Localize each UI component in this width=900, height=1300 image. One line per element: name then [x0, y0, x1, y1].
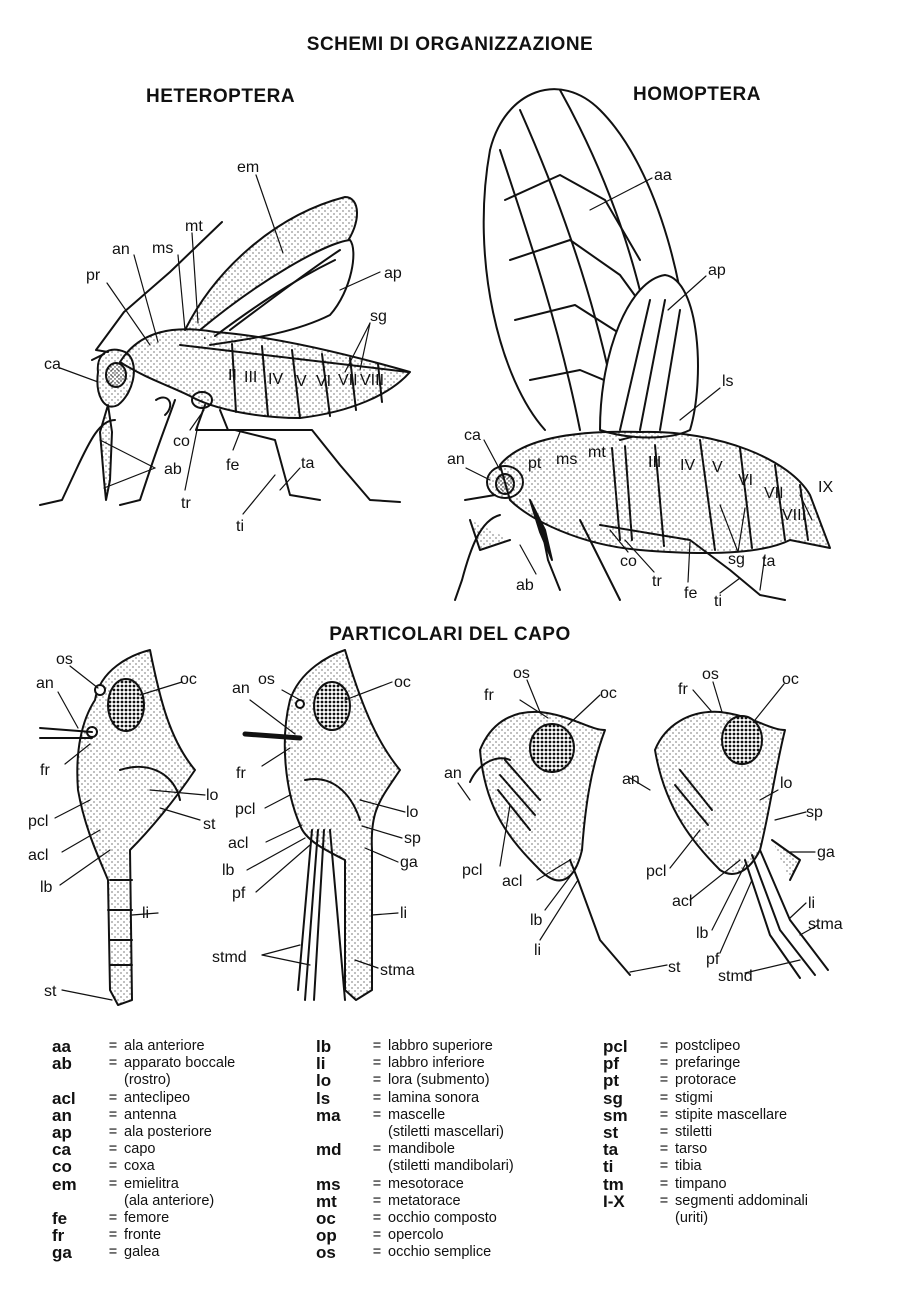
label-lo: lo — [206, 787, 219, 804]
legend-equals: = — [108, 1106, 118, 1123]
legend-definition: labbro inferiore — [388, 1055, 485, 1072]
legend-definition: ala anteriore — [124, 1038, 205, 1054]
legend-abbreviation: os — [316, 1243, 336, 1263]
legend-definition: antenna — [124, 1106, 177, 1123]
legend-entry-row — [52, 1141, 235, 1158]
label-pcl: pcl — [462, 862, 483, 879]
label-ta: ta — [762, 553, 776, 570]
legend-abbreviation: I-X — [603, 1191, 625, 1211]
legend-abbreviation: tm — [603, 1174, 624, 1194]
label-seg-VI: VI — [738, 472, 754, 489]
legend-definition-continued: (stiletti mandibolari) — [388, 1158, 514, 1175]
legend-equals: = — [659, 1192, 669, 1209]
heteroptera-drawing — [40, 197, 410, 505]
legend-abbreviation: an — [52, 1105, 72, 1125]
legend-entry — [603, 1158, 808, 1175]
label-st-tip: st — [44, 983, 57, 1000]
label-an: an — [622, 771, 640, 788]
legend-entry — [316, 1038, 514, 1055]
legend-abbreviation: pt — [603, 1071, 620, 1091]
legend-entry — [603, 1176, 808, 1193]
label-aa: aa — [654, 167, 672, 184]
legend-definition: postclipeo — [675, 1038, 741, 1054]
legend-equals: = — [659, 1055, 669, 1072]
label-ga: ga — [400, 854, 418, 871]
legend-equals: = — [659, 1038, 669, 1054]
label-stma: stma — [380, 962, 415, 979]
label-stmd: stmd — [212, 949, 247, 966]
label-stmd: stmd — [718, 968, 753, 985]
label-co: co — [173, 433, 190, 450]
head-details-title: PARTICOLARI DEL CAPO — [329, 624, 571, 645]
label-em: em — [237, 159, 260, 176]
label-ap: ap — [708, 262, 726, 279]
label-oc: oc — [180, 671, 197, 688]
legend-equals: = — [372, 1055, 382, 1072]
legend-entry-row — [603, 1107, 808, 1124]
legend-entry — [316, 1141, 514, 1175]
label-fe: fe — [226, 457, 240, 474]
legend-entry — [52, 1227, 235, 1244]
legend-entry-row — [316, 1072, 514, 1089]
label-os: os — [258, 671, 275, 688]
label-tr: tr — [181, 495, 191, 512]
label-an: an — [112, 241, 130, 258]
label-st: st — [203, 816, 216, 833]
legend-abbreviation: ms — [316, 1174, 341, 1194]
legend-entry — [603, 1193, 808, 1227]
legend-entry — [52, 1124, 235, 1141]
legend-entry — [52, 1244, 235, 1261]
label-fr: fr — [484, 687, 494, 704]
legend-abbreviation: acl — [52, 1088, 76, 1108]
legend-definition: ala posteriore — [124, 1124, 212, 1141]
legend-abbreviation: fr — [52, 1226, 65, 1246]
legend-entry-row — [316, 1090, 514, 1107]
label-oc: oc — [394, 674, 411, 691]
legend-definition: apparato boccale — [124, 1055, 236, 1072]
label-stma: stma — [808, 916, 843, 933]
head-2-drawing — [245, 650, 400, 1000]
legend-equals: = — [372, 1106, 382, 1123]
label-fr: fr — [40, 762, 50, 779]
legend-abbreviation: lo — [316, 1071, 332, 1091]
legend-abbreviation: mt — [316, 1191, 337, 1211]
label-ca: ca — [464, 427, 481, 444]
legend-entry — [52, 1158, 235, 1175]
label-sp: sp — [806, 804, 823, 821]
legend-definition: mascelle — [388, 1106, 446, 1123]
legend-entry — [52, 1210, 235, 1227]
legend-definition: emielitra — [124, 1175, 179, 1192]
legend-equals: = — [372, 1192, 382, 1209]
label-pcl: pcl — [646, 863, 667, 880]
homoptera-title: HOMOPTERA — [633, 84, 761, 105]
legend-column-3 — [603, 1038, 808, 1227]
label-os: os — [513, 665, 530, 682]
legend-entry — [316, 1090, 514, 1107]
label-pr: pr — [86, 267, 101, 284]
legend-definition: mandibole — [388, 1141, 455, 1158]
label-seg-V: V — [712, 459, 723, 476]
label-seg-III: III — [244, 369, 258, 386]
legend-entry — [316, 1176, 514, 1193]
legend-definition: segmenti addominali — [675, 1192, 808, 1209]
legend-equals: = — [372, 1141, 382, 1158]
label-mt: mt — [185, 218, 203, 235]
legend-equals: = — [659, 1141, 669, 1158]
legend-abbreviation: pf — [603, 1054, 620, 1074]
label-ab: ab — [164, 461, 182, 478]
label-os: os — [56, 651, 73, 668]
legend-entry — [316, 1072, 514, 1089]
label-pf: pf — [232, 885, 246, 902]
legend-abbreviation: aa — [52, 1037, 71, 1056]
legend-equals: = — [108, 1175, 118, 1192]
legend-entry — [603, 1141, 808, 1158]
label-pt: pt — [528, 455, 542, 472]
label-ab: ab — [516, 577, 534, 594]
label-an: an — [447, 451, 465, 468]
legend-equals: = — [108, 1227, 118, 1244]
legend-abbreviation: lb — [316, 1037, 332, 1056]
legend-entry-row — [52, 1055, 235, 1072]
legend-entry — [316, 1107, 514, 1141]
legend-definition: mesotorace — [388, 1175, 464, 1192]
label-pf: pf — [706, 951, 720, 968]
label-an: an — [444, 765, 462, 782]
legend-equals: = — [659, 1158, 669, 1175]
label-lo: lo — [780, 775, 793, 792]
legend-column-2 — [316, 1038, 514, 1262]
label-acl: acl — [228, 835, 249, 852]
label-lb: lb — [696, 925, 709, 942]
legend-entry — [52, 1055, 235, 1089]
legend-entry-row — [603, 1055, 808, 1072]
legend-entry-row — [316, 1244, 514, 1261]
legend-definition: capo — [124, 1141, 156, 1158]
legend-definition: fronte — [124, 1227, 162, 1244]
label-li: li — [142, 905, 150, 922]
label-fe: fe — [684, 585, 698, 602]
label-fr: fr — [236, 765, 246, 782]
legend-equals: = — [372, 1227, 382, 1244]
legend-equals: = — [108, 1124, 118, 1141]
legend-entry-row — [603, 1124, 808, 1141]
legend-entry-row — [603, 1141, 808, 1158]
legend-definition: coxa — [124, 1158, 155, 1175]
label-st: st — [668, 959, 681, 976]
label-os: os — [702, 666, 719, 683]
label-li: li — [808, 895, 816, 912]
label-fr: fr — [678, 681, 688, 698]
legend-entry-row — [316, 1193, 514, 1210]
legend-equals: = — [108, 1210, 118, 1227]
legend-entry-row — [52, 1176, 235, 1193]
legend-definition: stiletti — [675, 1124, 713, 1141]
label-seg-VII: VII — [338, 372, 358, 389]
legend-entry — [316, 1244, 514, 1261]
homoptera-drawing — [455, 89, 830, 600]
legend-definition: lamina sonora — [388, 1089, 480, 1106]
legend-entry-row — [52, 1090, 235, 1107]
legend-definition: metatorace — [388, 1192, 461, 1209]
label-ls: ls — [722, 373, 734, 390]
legend-definition: stipite mascellare — [675, 1106, 788, 1123]
legend-abbreviation: co — [52, 1157, 72, 1177]
legend-equals: = — [108, 1158, 118, 1175]
legend-definition: protorace — [675, 1072, 737, 1089]
legend-abbreviation: pcl — [603, 1037, 628, 1056]
label-lb: lb — [40, 879, 53, 896]
legend-entry — [603, 1090, 808, 1107]
label-acl: acl — [28, 847, 49, 864]
label-acl: acl — [502, 873, 523, 890]
legend-definition: prefaringe — [675, 1055, 741, 1072]
legend-abbreviation: ca — [52, 1140, 71, 1160]
legend-entry-row — [52, 1244, 235, 1261]
label-ti: ti — [714, 593, 722, 610]
label-pcl: pcl — [28, 813, 49, 830]
legend-equals: = — [108, 1244, 118, 1261]
legend-equals: = — [372, 1072, 382, 1089]
legend-entry — [52, 1176, 235, 1210]
legend-abbreviation: ap — [52, 1123, 72, 1143]
legend-abbreviation: em — [52, 1174, 77, 1194]
legend-equals: = — [372, 1244, 382, 1261]
label-seg-VIII: VIII — [782, 507, 807, 524]
label-an: an — [36, 675, 54, 692]
legend-definition: timpano — [675, 1175, 727, 1192]
head-4-drawing — [655, 712, 828, 978]
legend-definition: tibia — [675, 1158, 702, 1175]
label-seg-IV: IV — [268, 371, 284, 388]
label-ms: ms — [152, 240, 174, 257]
legend-definition-continued: (rostro) — [124, 1072, 171, 1089]
legend-definition: occhio composto — [388, 1210, 497, 1227]
legend-entry-row — [52, 1210, 235, 1227]
legend-definition: galea — [124, 1244, 160, 1261]
label-seg-V: V — [296, 373, 307, 390]
label-an: an — [232, 680, 250, 697]
legend-entry-row — [603, 1090, 808, 1107]
legend-definition: femore — [124, 1210, 170, 1227]
legend-entry-row — [603, 1193, 808, 1210]
legend-entry-row — [52, 1107, 235, 1124]
legend-abbreviation: md — [316, 1140, 342, 1160]
legend-entry-row — [52, 1227, 235, 1244]
legend-definition-continued: (stiletti mascellari) — [388, 1124, 505, 1141]
legend-entry — [603, 1072, 808, 1089]
legend-entry — [52, 1141, 235, 1158]
legend-entry — [52, 1038, 235, 1055]
legend-entry-row — [52, 1124, 235, 1141]
label-ta: ta — [301, 455, 315, 472]
legend-equals: = — [372, 1175, 382, 1192]
legend-equals: = — [372, 1210, 382, 1227]
legend-definition: tarso — [675, 1141, 708, 1158]
legend-equals: = — [108, 1089, 118, 1106]
legend-definition: lora (submento) — [388, 1072, 490, 1089]
legend-equals: = — [108, 1141, 118, 1158]
legend-entry-row — [52, 1158, 235, 1175]
legend-abbreviation: ga — [52, 1243, 72, 1263]
legend-equals: = — [659, 1072, 669, 1089]
label-sp: sp — [404, 830, 421, 847]
label-acl: acl — [672, 893, 693, 910]
legend-equals: = — [659, 1106, 669, 1123]
label-mt: mt — [588, 444, 606, 461]
label-seg-IX: IX — [818, 479, 834, 496]
label-li: li — [400, 905, 408, 922]
label-sg: sg — [728, 551, 745, 568]
legend-abbreviation: st — [603, 1123, 619, 1143]
legend-entry — [52, 1090, 235, 1107]
legend-equals: = — [108, 1038, 118, 1054]
label-seg-IV: IV — [680, 457, 696, 474]
label-seg-VII: VII — [764, 485, 784, 502]
legend-abbreviation: li — [316, 1054, 326, 1074]
label-oc: oc — [600, 685, 617, 702]
legend-entry-row — [316, 1176, 514, 1193]
legend-definition: labbro superiore — [388, 1038, 493, 1054]
legend-entry — [316, 1193, 514, 1210]
legend-definition-continued: (ala anteriore) — [124, 1192, 215, 1209]
legend-definition: occhio semplice — [388, 1244, 492, 1261]
legend-entry-row — [316, 1227, 514, 1244]
legend-entry-row — [603, 1176, 808, 1193]
legend-equals: = — [372, 1089, 382, 1106]
legend-equals: = — [108, 1055, 118, 1072]
legend-abbreviation: op — [316, 1226, 337, 1246]
label-pcl: pcl — [235, 801, 256, 818]
legend-entry — [603, 1124, 808, 1141]
legend-abbreviation: sm — [603, 1105, 628, 1125]
legend-entry-row — [603, 1038, 808, 1055]
label-seg-VI: VI — [316, 373, 332, 390]
legend-abbreviation: ls — [316, 1088, 331, 1108]
heteroptera-title: HETEROPTERA — [146, 86, 296, 107]
legend-column-1 — [52, 1038, 235, 1262]
label-seg-II: II — [228, 367, 237, 384]
legend-abbreviation: ab — [52, 1054, 72, 1074]
legend-equals: = — [659, 1089, 669, 1106]
legend-entry-row — [52, 1038, 235, 1055]
label-ti: ti — [236, 518, 244, 535]
label-sg: sg — [370, 308, 387, 325]
legend-abbreviation: sg — [603, 1088, 623, 1108]
label-seg-VIII: VIII — [360, 372, 385, 389]
legend-entry-row — [316, 1055, 514, 1072]
label-ap: ap — [384, 265, 402, 282]
legend-equals: = — [659, 1124, 669, 1141]
legend-definition: opercolo — [388, 1227, 444, 1244]
legend-entry-row — [603, 1158, 808, 1175]
main-title: SCHEMI DI ORGANIZZAZIONE — [306, 34, 594, 55]
legend-entry — [316, 1227, 514, 1244]
label-ca: ca — [44, 356, 61, 373]
legend-entry-row — [603, 1072, 808, 1089]
legend-abbreviation: fe — [52, 1209, 68, 1229]
label-oc: oc — [782, 671, 799, 688]
label-seg-III: III — [648, 454, 662, 471]
label-ga: ga — [817, 844, 835, 861]
legend-entry — [603, 1055, 808, 1072]
label-tr: tr — [652, 573, 662, 590]
legend-entry-row — [316, 1141, 514, 1158]
legend-equals: = — [659, 1175, 669, 1192]
legend-abbreviation: ma — [316, 1105, 341, 1125]
legend-entry — [316, 1210, 514, 1227]
legend-abbreviation: ti — [603, 1157, 614, 1177]
legend-definition-continued: (uriti) — [675, 1210, 709, 1227]
legend-abbreviation: ta — [603, 1140, 619, 1160]
label-ms: ms — [556, 451, 578, 468]
label-lb: lb — [222, 862, 235, 879]
legend-entry-row — [316, 1210, 514, 1227]
legend-entry — [603, 1038, 808, 1055]
head-1-drawing — [40, 650, 195, 1005]
head-3-drawing — [470, 712, 630, 975]
label-co: co — [620, 553, 637, 570]
legend-entry — [603, 1107, 808, 1124]
legend-entry — [52, 1107, 235, 1124]
label-lb: lb — [530, 912, 543, 929]
legend-abbreviation: oc — [316, 1209, 336, 1229]
legend-entry-row — [316, 1038, 514, 1055]
legend-entry — [316, 1055, 514, 1072]
label-lo: lo — [406, 804, 419, 821]
legend-definition: anteclipeo — [124, 1089, 191, 1106]
label-li: li — [534, 942, 542, 959]
legend-entry-row — [316, 1107, 514, 1124]
legend-equals: = — [372, 1038, 382, 1054]
legend-definition: stigmi — [675, 1089, 713, 1106]
